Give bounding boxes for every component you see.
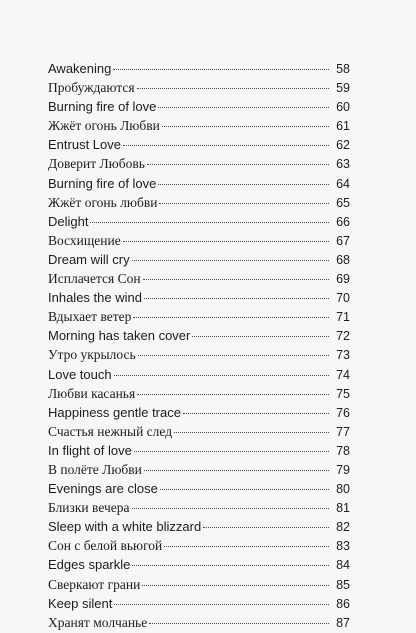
toc-entry	[48, 116, 350, 135]
dot-leader	[203, 527, 329, 528]
dot-leader	[134, 451, 329, 452]
toc-entry-page-number: 73	[336, 348, 350, 363]
toc-entry	[48, 403, 350, 422]
toc-entry-page-number: 71	[336, 310, 350, 325]
toc-entry	[48, 174, 350, 193]
dot-leader	[133, 317, 329, 318]
dot-leader	[132, 508, 329, 509]
toc-entry-page-number: 77	[336, 424, 350, 439]
toc-entry	[48, 288, 350, 307]
toc-entry	[48, 154, 350, 173]
toc-entry-page-number: 70	[336, 291, 350, 306]
toc-entry	[48, 365, 350, 384]
toc-entry	[48, 384, 350, 403]
toc-entry	[48, 498, 350, 517]
toc-entry-page-number: 72	[336, 329, 350, 344]
toc-entry-title: Dream will cry	[48, 251, 130, 267]
toc-entry-page-number: 86	[336, 596, 350, 611]
toc-entry	[48, 78, 350, 97]
toc-entry	[48, 212, 350, 231]
toc-entry-title: В полёте Любви	[48, 461, 142, 477]
toc-entry-page-number: 76	[336, 405, 350, 420]
toc-entry	[48, 269, 350, 288]
table-of-contents	[48, 59, 350, 632]
dot-leader	[114, 375, 329, 376]
dot-leader	[183, 413, 329, 414]
toc-entry-title: Любви касанья	[48, 385, 136, 401]
toc-entry-page-number: 60	[336, 100, 350, 115]
toc-entry	[48, 517, 350, 536]
dot-leader	[147, 164, 329, 165]
toc-entry-title: Burning fire of love	[48, 99, 157, 115]
toc-entry-page-number: 75	[336, 386, 350, 401]
toc-entry-title: Evenings are close	[48, 481, 158, 497]
toc-entry-page-number: 78	[336, 443, 350, 458]
dot-leader	[132, 565, 329, 566]
toc-entry	[48, 193, 350, 212]
toc-entry-page-number: 63	[336, 157, 350, 172]
dot-leader	[158, 184, 329, 185]
toc-entry-title: Happiness gentle trace	[48, 404, 181, 420]
toc-entry	[48, 613, 350, 632]
toc-entry-page-number: 59	[336, 81, 350, 96]
dot-leader	[174, 432, 329, 433]
toc-entry-page-number: 61	[336, 119, 350, 134]
dot-leader	[137, 394, 329, 395]
dot-leader	[143, 279, 329, 280]
toc-entry-title: Entrust Love	[48, 137, 121, 153]
toc-entry	[48, 594, 350, 613]
toc-entry-page-number: 83	[336, 539, 350, 554]
dot-leader	[192, 336, 329, 337]
toc-entry-title: Сверкают грани	[48, 576, 141, 592]
toc-entry-title: Love touch	[48, 366, 112, 382]
toc-entry-title: Sleep with a white blizzard	[48, 519, 202, 535]
dot-leader	[164, 546, 329, 547]
toc-entry-page-number: 68	[336, 252, 350, 267]
toc-entry-page-number: 74	[336, 367, 350, 382]
toc-entry	[48, 479, 350, 498]
toc-entry	[48, 555, 350, 574]
toc-entry	[48, 250, 350, 269]
toc-entry	[48, 59, 350, 78]
dot-leader	[90, 222, 329, 223]
dot-leader	[158, 107, 329, 108]
dot-leader	[123, 145, 329, 146]
toc-entry-title: Жжёт огонь любви	[48, 194, 158, 210]
toc-entry-page-number: 58	[336, 62, 350, 76]
toc-entry-title: Delight	[48, 213, 89, 229]
dot-leader	[159, 203, 329, 204]
toc-entry-page-number: 87	[336, 615, 350, 630]
toc-entry-page-number: 85	[336, 577, 350, 592]
toc-entry	[48, 231, 350, 250]
toc-entry-title: Morning has taken cover	[48, 328, 191, 344]
toc-entry	[48, 441, 350, 460]
toc-entry-page-number: 79	[336, 462, 350, 477]
dot-leader	[142, 585, 329, 586]
toc-entry-title: Вдыхает ветер	[48, 309, 132, 325]
toc-entry	[48, 135, 350, 154]
dot-leader	[123, 241, 329, 242]
toc-entry-title: Inhales the wind	[48, 290, 142, 306]
toc-entry-title: Исплачется Сон	[48, 271, 141, 287]
dot-leader	[160, 489, 329, 490]
toc-entry-page-number: 80	[336, 482, 350, 497]
dot-leader	[113, 69, 329, 70]
dot-leader	[114, 604, 329, 605]
toc-entry	[48, 536, 350, 555]
toc-entry-title: Edges sparkle	[48, 557, 131, 573]
toc-entry-title: Близки вечера	[48, 500, 130, 516]
toc-entry-title: In flight of love	[48, 442, 132, 458]
toc-entry-page-number: 66	[336, 214, 350, 229]
toc-entry-page-number: 69	[336, 272, 350, 287]
dot-leader	[162, 126, 329, 127]
toc-entry	[48, 326, 350, 345]
toc-entry-page-number: 81	[336, 501, 350, 516]
dot-leader	[137, 88, 329, 89]
toc-entry	[48, 575, 350, 594]
toc-entry	[48, 460, 350, 479]
dot-leader	[144, 298, 329, 299]
toc-entry	[48, 422, 350, 441]
dot-leader	[149, 623, 329, 624]
toc-entry	[48, 307, 350, 326]
toc-entry-title: Awakening	[48, 61, 112, 76]
dot-leader	[138, 355, 329, 356]
toc-entry-page-number: 84	[336, 558, 350, 573]
toc-entry-title: Хранят молчанье	[48, 614, 148, 630]
toc-entry-page-number: 82	[336, 520, 350, 535]
toc-entry	[48, 345, 350, 364]
toc-entry-page-number: 62	[336, 138, 350, 153]
toc-entry-page-number: 67	[336, 233, 350, 248]
toc-entry-title: Восхищение	[48, 232, 121, 248]
toc-entry-title: Сон с белой вьюгой	[48, 538, 163, 554]
toc-entry-title: Keep silent	[48, 595, 113, 611]
toc-entry-title: Доверит Любовь	[48, 156, 145, 172]
toc-entry-page-number: 65	[336, 195, 350, 210]
toc-entry-page-number: 64	[336, 176, 350, 191]
toc-entry-title: Burning fire of love	[48, 175, 157, 191]
toc-entry-title: Пробуждаются	[48, 80, 135, 96]
dot-leader	[132, 260, 329, 261]
toc-entry-title: Утро укрылось	[48, 347, 136, 363]
toc-entry	[48, 97, 350, 116]
toc-entry-title: Жжёт огонь Любви	[48, 118, 160, 134]
dot-leader	[144, 470, 329, 471]
toc-entry-title: Счастья нежный след	[48, 423, 173, 439]
